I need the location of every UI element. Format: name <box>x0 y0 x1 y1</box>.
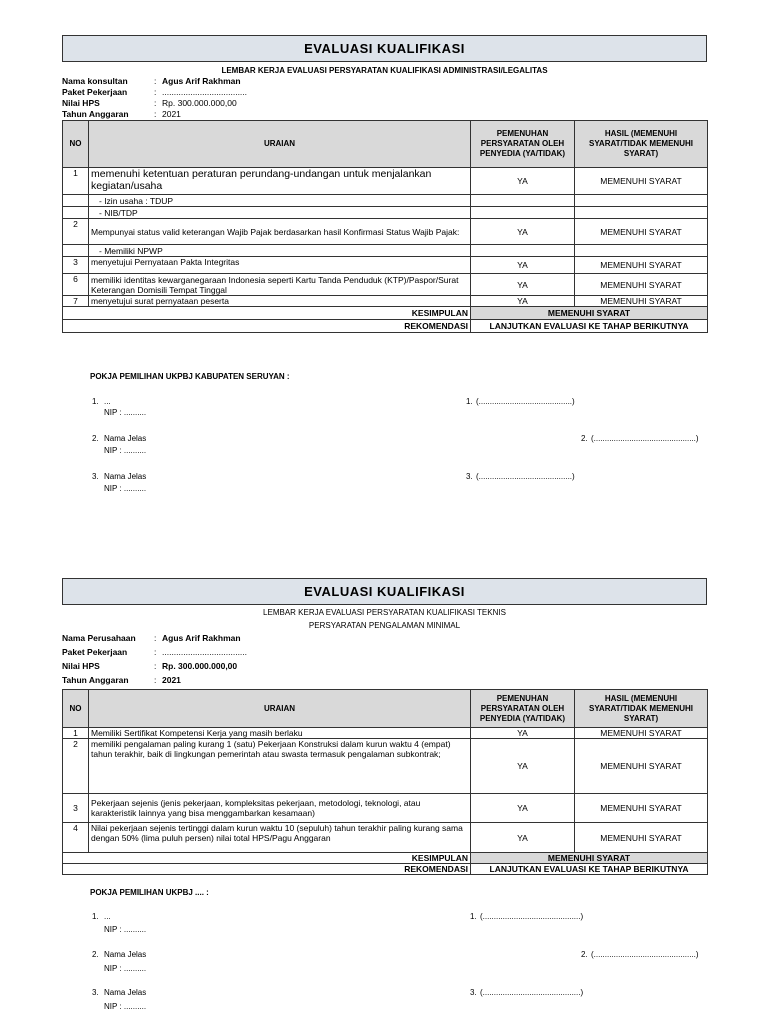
signer-name: ... <box>104 912 111 921</box>
row-text: - NIB/TDP <box>89 207 471 219</box>
evaluation-sheet-administrasi <box>62 35 707 333</box>
row-text: memenuhi ketentuan peraturan perundang-undangan untuk menjalankan kegiatan/usaha <box>89 168 471 195</box>
kesimpulan-value: MEMENUHI SYARAT <box>471 853 708 864</box>
row-text: - Izin usaha : TDUP <box>89 195 471 207</box>
table-header <box>63 690 708 728</box>
header-uraian: URAIAN <box>89 121 471 168</box>
info-label: Nama konsultan <box>62 76 128 86</box>
info-value: Rp. 300.000.000,00 <box>162 661 238 671</box>
rekomendasi-value: LANJUTKAN EVALUASI KE TAHAP BERIKUTNYA <box>471 864 708 875</box>
info-label: Nilai HPS <box>62 98 100 108</box>
rekomendasi-value: LANJUTKAN EVALUASI KE TAHAP BERIKUTNYA <box>471 320 708 333</box>
header-no: NO <box>63 690 89 728</box>
signer-nip: NIP : .......... <box>104 1002 147 1011</box>
evaluation-sheet-teknis <box>62 578 707 875</box>
table-row <box>63 219 708 245</box>
signer-num: 1. <box>92 397 99 406</box>
signature-line: (..............................................) <box>591 434 699 443</box>
info-row: Paket Pekerjaan : .................................... <box>62 647 707 661</box>
row-text: memiliki pengalaman paling kurang 1 (satu) Pekerjaan Konstruksi dalam kurun waktu 4 (empat) tahun terakhir, baik di lingkungan pemerintah atau swasta termasuk pengalaman subkontrak; <box>89 739 471 794</box>
signature-line: (..........................................) <box>476 397 575 406</box>
row-hasil: MEMENUHI SYARAT <box>575 257 708 274</box>
info-row: Nama Perusahaan : Agus Arif Rakhman <box>62 633 707 647</box>
row-no: 1 <box>63 728 89 739</box>
row-no: 3 <box>63 794 89 823</box>
pokja-title: POKJA PEMILIHAN UKPBJ .... : <box>90 888 209 897</box>
row-pemenuhan: YA <box>471 823 575 853</box>
row-text: menyetujui surat pernyataan peserta <box>89 296 471 307</box>
kesimpulan-row <box>63 853 708 864</box>
signer-name: Nama Jelas <box>104 950 147 959</box>
row-no <box>63 245 89 257</box>
evaluation-table <box>62 120 708 333</box>
row-pemenuhan: YA <box>471 274 575 296</box>
kesimpulan-label: KESIMPULAN <box>89 307 471 320</box>
row-hasil <box>575 195 708 207</box>
row-hasil: MEMENUHI SYARAT <box>575 168 708 195</box>
info-row: Tahun Anggaran : 2021 <box>62 675 707 689</box>
row-text: Memiliki Sertifikat Kompetensi Kerja yang masih berlaku <box>89 728 471 739</box>
signer-num: 2. <box>92 434 99 443</box>
signer-num: 3. <box>92 472 99 481</box>
table-row <box>63 823 708 853</box>
signature-line: (............................................) <box>480 912 584 921</box>
table-row <box>63 794 708 823</box>
row-text: memiliki identitas kewarganegaraan Indonesia seperti Kartu Tanda Penduduk (KTP)/Paspor/Surat Keterangan Domisili Tempat Tinggal <box>89 274 471 296</box>
row-no <box>63 207 89 219</box>
row-hasil: MEMENUHI SYARAT <box>575 296 708 307</box>
sheet-title: EVALUASI KUALIFIKASI <box>62 578 707 605</box>
info-value: 2021 <box>162 109 181 119</box>
rekomendasi-label: REKOMENDASI <box>89 320 471 333</box>
header-uraian: URAIAN <box>89 690 471 728</box>
info-label: Tahun Anggaran <box>62 109 129 119</box>
header-pemenuhan: PEMENUHAN PERSYARATAN OLEH PENYEDIA (YA/TIDAK) <box>471 121 575 168</box>
signer-nip: NIP : .......... <box>104 484 147 493</box>
signer-nip: NIP : .......... <box>104 925 147 934</box>
info-label: Paket Pekerjaan <box>62 87 128 97</box>
row-text: menyetujui Pernyataan Pakta Integritas <box>89 257 471 274</box>
row-no <box>63 195 89 207</box>
info-label: Nilai HPS <box>62 661 100 671</box>
row-text: Pekerjaan sejenis (jenis pekerjaan, kompleksitas pekerjaan, metodologi, teknologi, atau karakteristik lainnya yang bisa menggambarkan kesamaan) <box>89 794 471 823</box>
info-row: Nama konsultan : Agus Arif Rakhman <box>62 76 241 86</box>
row-pemenuhan: YA <box>471 728 575 739</box>
info-value: Agus Arif Rakhman <box>162 633 241 643</box>
signer-name: ... <box>104 397 111 406</box>
info-row: Nilai HPS : Rp. 300.000.000,00 <box>62 661 707 675</box>
info-block <box>62 76 707 120</box>
signature-num: 1. <box>466 397 473 406</box>
row-pemenuhan: YA <box>471 219 575 245</box>
row-pemenuhan: YA <box>471 794 575 823</box>
row-text: Mempunyai status valid keterangan Wajib Pajak berdasarkan hasil Konfirmasi Status Wajib Pajak: <box>89 219 471 245</box>
rekomendasi-row <box>63 864 708 875</box>
row-no: 2 <box>63 739 89 794</box>
signer-num: 3. <box>92 988 99 997</box>
pokja-title: POKJA PEMILIHAN UKPBJ KABUPATEN SERUYAN : <box>90 372 290 381</box>
signature-num: 3. <box>466 472 473 481</box>
sheet-title: EVALUASI KUALIFIKASI <box>62 35 707 62</box>
sheet-subtitle: LEMBAR KERJA EVALUASI PERSYARATAN KUALIFIKASI ADMINISTRASI/LEGALITAS <box>221 66 548 75</box>
info-row: Tahun Anggaran : 2021 <box>62 109 181 119</box>
info-value: 2021 <box>162 675 181 685</box>
table-row <box>63 168 708 195</box>
table-row <box>63 728 708 739</box>
signer-nip: NIP : .......... <box>104 446 147 455</box>
row-no: 3 <box>63 257 89 274</box>
row-no: 2 <box>63 219 89 245</box>
sheet-subtitle: LEMBAR KERJA EVALUASI PERSYARATAN KUALIFIKASI TEKNIS <box>263 608 506 617</box>
header-hasil: HASIL (MEMENUHI SYARAT/TIDAK MEMENUHI SYARAT) <box>575 121 708 168</box>
signer-num: 2. <box>92 950 99 959</box>
row-pemenuhan: YA <box>471 739 575 794</box>
table-row <box>63 739 708 794</box>
row-text: Nilai pekerjaan sejenis tertinggi dalam kurun waktu 10 (sepuluh) tahun terakhir paling kurang sama dengan 50% (lima puluh persen) nilai total HPS/Pagu Anggaran <box>89 823 471 853</box>
row-hasil: MEMENUHI SYARAT <box>575 823 708 853</box>
sheet-subtitle-2: PERSYARATAN PENGALAMAN MINIMAL <box>308 621 461 630</box>
info-value: .................................... <box>162 87 248 97</box>
rekomendasi-label: REKOMENDASI <box>89 864 471 875</box>
table-header <box>63 121 708 168</box>
row-hasil <box>575 245 708 257</box>
row-no: 7 <box>63 296 89 307</box>
row-hasil: MEMENUHI SYARAT <box>575 794 708 823</box>
table-row <box>63 245 708 257</box>
signature-num: 2. <box>581 434 588 443</box>
signature-line: (............................................) <box>480 988 584 997</box>
row-hasil <box>575 207 708 219</box>
row-pemenuhan: YA <box>471 168 575 195</box>
table-row <box>63 257 708 274</box>
header-hasil: HASIL (MEMENUHI SYARAT/TIDAK MEMENUHI SYARAT) <box>575 690 708 728</box>
signer-num: 1. <box>92 912 99 921</box>
signature-num: 3. <box>470 988 477 997</box>
signer-nip: NIP : .......... <box>104 408 147 417</box>
row-no: 6 <box>63 274 89 296</box>
signature-num: 2. <box>581 950 588 959</box>
signature-line: (..............................................) <box>591 950 699 959</box>
signer-name: Nama Jelas <box>104 988 147 997</box>
table-row <box>63 274 708 296</box>
row-no: 4 <box>63 823 89 853</box>
kesimpulan-label: KESIMPULAN <box>89 853 471 864</box>
signer-name: Nama Jelas <box>104 472 147 481</box>
kesimpulan-row <box>63 307 708 320</box>
row-pemenuhan <box>471 245 575 257</box>
info-row: Paket Pekerjaan : .................................... <box>62 87 248 97</box>
signature-num: 1. <box>470 912 477 921</box>
info-label: Tahun Anggaran <box>62 675 129 685</box>
info-value: Rp. 300.000.000,00 <box>162 98 237 108</box>
evaluation-table <box>62 689 708 875</box>
row-text: - Memiliki NPWP <box>89 245 471 257</box>
row-pemenuhan: YA <box>471 257 575 274</box>
table-row <box>63 195 708 207</box>
row-no: 1 <box>63 168 89 195</box>
signer-nip: NIP : .......... <box>104 964 147 973</box>
row-hasil: MEMENUHI SYARAT <box>575 274 708 296</box>
row-pemenuhan <box>471 195 575 207</box>
table-row <box>63 296 708 307</box>
signer-name: Nama Jelas <box>104 434 147 443</box>
header-pemenuhan: PEMENUHAN PERSYARATAN OLEH PENYEDIA (YA/TIDAK) <box>471 690 575 728</box>
info-row: Nilai HPS : Rp. 300.000.000,00 <box>62 98 237 108</box>
info-value: Agus Arif Rakhman <box>162 76 241 86</box>
info-value: .................................... <box>162 647 248 657</box>
kesimpulan-value: MEMENUHI SYARAT <box>471 307 708 320</box>
signature-line: (..........................................) <box>476 472 575 481</box>
info-label: Nama Perusahaan <box>62 633 136 643</box>
row-hasil: MEMENUHI SYARAT <box>575 219 708 245</box>
row-pemenuhan: YA <box>471 296 575 307</box>
info-block <box>62 633 707 689</box>
row-hasil: MEMENUHI SYARAT <box>575 728 708 739</box>
info-label: Paket Pekerjaan <box>62 647 128 657</box>
header-no: NO <box>63 121 89 168</box>
row-pemenuhan <box>471 207 575 219</box>
row-hasil: MEMENUHI SYARAT <box>575 739 708 794</box>
rekomendasi-row <box>63 320 708 333</box>
table-row <box>63 207 708 219</box>
